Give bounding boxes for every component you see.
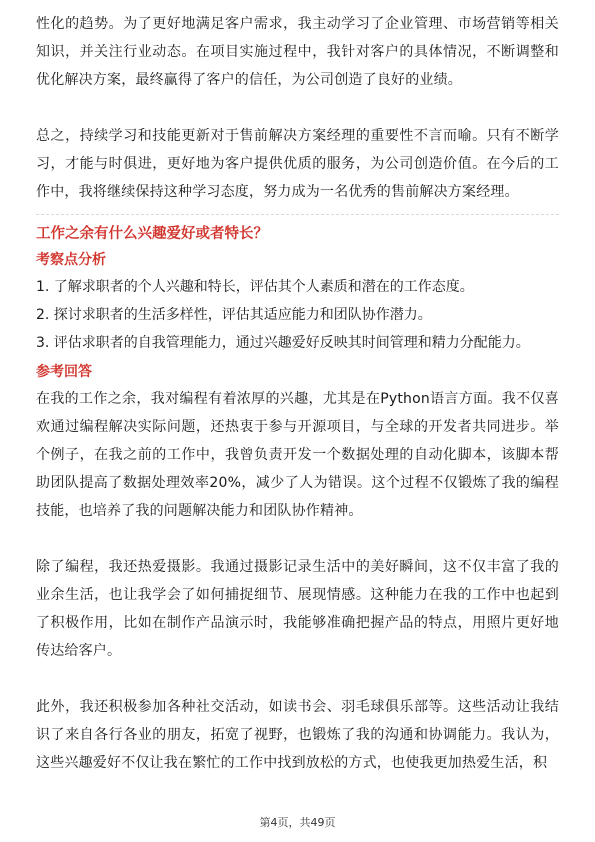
analysis-point: 1. 了解求职者的个人兴趣和特长，评估其个人素质和潜在的工作态度。: [36, 279, 474, 295]
page-content: [36, 10, 559, 777]
page-footer: 第4页，共49页: [259, 816, 336, 829]
section-divider: [36, 214, 559, 215]
answer-paragraph-social: 此外，我还积极参加各种社交活动，如读书会、羽毛球俱乐部等。这些活动让我结识了来自各行各业的朋友，拓宽了视野，也锻炼了我的沟通和协调能力。我认为，这些兴趣爱好不仅让我在繁忙的工作中找到放松的方式，也使我更加热爱生活，积: [36, 699, 559, 771]
analysis-heading: 考察点分析: [36, 252, 106, 268]
paragraph-gap: [36, 94, 559, 122]
question-heading: 工作之余有什么兴趣爱好或者特长？: [36, 226, 268, 242]
paragraph-summary: 总之，持续学习和技能更新对于售前解决方案经理的重要性不言而喻。只有不断学习，才能与时俱进，更好地为客户提供优质的服务，为公司创造价值。在今后的工作中，我将继续保持这种学习态度，努力成为一名优秀的售前解决方案经理。: [36, 128, 559, 200]
analysis-point: 2. 探讨求职者的生活多样性，评估其适应能力和团队协作潜力。: [36, 307, 432, 323]
answer-heading: 参考回答: [36, 364, 92, 380]
answer-paragraph-photography: 除了编程，我还热爱摄影。我通过摄影记录生活中的美好瞬间，这不仅丰富了我的业余生活，也让我学会了如何捕捉细节、展现情感。这种能力在我的工作中也起到了积极作用，比如在制作产品演示时，我能够准确把握产品的特点，用照片更好地传达给客户。: [36, 559, 559, 659]
paragraph-gap: [36, 525, 559, 553]
paragraph-intro-continuation: 性化的趋势。为了更好地满足客户需求，我主动学习了企业管理、市场营销等相关知识，并关注行业动态。在项目实施过程中，我针对客户的具体情况，不断调整和优化解决方案，最终赢得了客户的信任，为公司创造了良好的业绩。: [36, 16, 559, 88]
analysis-point: 3. 评估求职者的自我管理能力，通过兴趣爱好反映其时间管理和精力分配能力。: [36, 335, 530, 351]
paragraph-gap: [36, 665, 559, 693]
answer-paragraph-programming: 在我的工作之余，我对编程有着浓厚的兴趣，尤其是在Python语言方面。我不仅喜欢通过编程解决实际问题，还热衷于参与开源项目，与全球的开发者共同进步。举个例子，在我之前的工作中，我曾负责开发一个数据处理的自动化脚本，该脚本帮助团队提高了数据处理效率20%，减少了人为错误。这个过程不仅锻炼了我的编程技能，也培养了我的问题解决能力和团队协作精神。: [36, 391, 559, 519]
